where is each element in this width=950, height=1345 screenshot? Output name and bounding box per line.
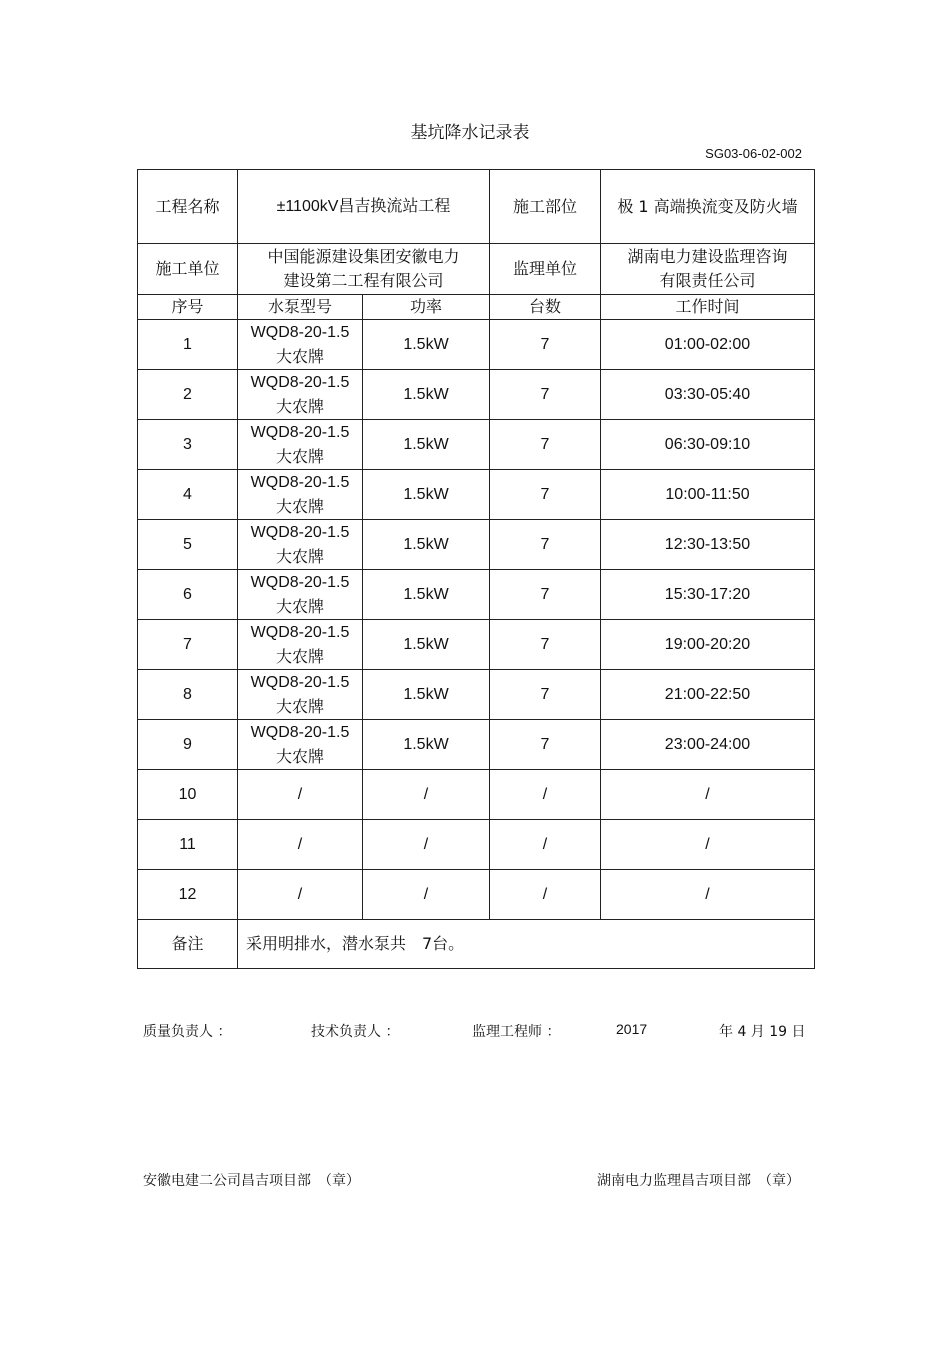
pump-power: 1.5kW (363, 670, 490, 720)
form-code: SG03-06-02-002 (705, 146, 802, 161)
table-row (138, 670, 815, 720)
project-row (138, 170, 815, 244)
work-time: 23:00-24:00 (601, 720, 815, 770)
row-number: 7 (138, 620, 238, 670)
supervisor-engineer-label: 监理工程师 ： (472, 1024, 561, 1040)
project-label: 工程名称 (138, 170, 238, 244)
pump-model (238, 720, 363, 770)
work-time: 21:00-22:50 (601, 670, 815, 720)
remarks-row (138, 920, 815, 969)
pump-model-code: WQD8-20-1.5 (250, 373, 350, 391)
row-number: 2 (138, 370, 238, 420)
table-row (138, 420, 815, 470)
sign-year: 2017 (616, 1021, 648, 1037)
pump-power: 1.5kW (363, 520, 490, 570)
row-number: 10 (138, 770, 238, 820)
builder-value (238, 244, 490, 295)
table-row (138, 320, 815, 370)
pump-count: 7 (490, 520, 601, 570)
pump-brand: 大农牌 (275, 396, 324, 416)
table-row (138, 720, 815, 770)
pump-power: 1.5kW (363, 320, 490, 370)
table-row-empty (138, 770, 815, 820)
pump-model-code: WQD8-20-1.5 (250, 473, 350, 491)
table-row (138, 620, 815, 670)
pump-power: / (363, 770, 490, 820)
work-time: 15:30-17:20 (601, 570, 815, 620)
pump-brand: 大农牌 (275, 646, 324, 666)
pump-model: / (238, 870, 363, 920)
project-value: ±1100kV昌吉换流站工程 (238, 170, 490, 244)
quality-manager-label: 质量负责人 ： (143, 1024, 232, 1040)
work-time: 03:30-05:40 (601, 370, 815, 420)
pump-model-code: WQD8-20-1.5 (250, 623, 350, 641)
pump-count: 7 (490, 370, 601, 420)
row-number: 11 (138, 820, 238, 870)
pump-model (238, 570, 363, 620)
pump-power: 1.5kW (363, 470, 490, 520)
column-header-no: 序号 (138, 295, 238, 320)
table-row-empty (138, 820, 815, 870)
pump-count: 7 (490, 620, 601, 670)
contractor-stamp: 安徽电建二公司昌吉项目部 （章） (143, 1173, 360, 1189)
pump-count: 7 (490, 470, 601, 520)
pump-model (238, 320, 363, 370)
part-label: 施工部位 (490, 170, 601, 244)
pump-model (238, 620, 363, 670)
pump-model: / (238, 820, 363, 870)
pump-model (238, 670, 363, 720)
table-row (138, 520, 815, 570)
column-header-count: 台数 (490, 295, 601, 320)
pump-brand: 大农牌 (275, 346, 324, 366)
work-time: / (601, 770, 815, 820)
table-row (138, 370, 815, 420)
supervisor-value-line1: 湖南电力建设监理咨询 (627, 247, 788, 266)
pump-power: 1.5kW (363, 370, 490, 420)
column-header-time: 工作时间 (601, 295, 815, 320)
pump-brand: 大农牌 (275, 746, 324, 766)
row-number: 5 (138, 520, 238, 570)
pump-model (238, 520, 363, 570)
work-time: 10:00-11:50 (601, 470, 815, 520)
pump-model-code: WQD8-20-1.5 (250, 523, 350, 541)
work-time: 01:00-02:00 (601, 320, 815, 370)
row-number: 9 (138, 720, 238, 770)
column-header-row (138, 295, 815, 320)
supervisor-value-line2: 有限责任公司 (659, 271, 756, 290)
pump-model (238, 470, 363, 520)
builder-value-line1: 中国能源建设集团安徽电力 (267, 247, 460, 266)
pump-model: / (238, 770, 363, 820)
pump-power: 1.5kW (363, 720, 490, 770)
row-number: 8 (138, 670, 238, 720)
dewatering-record-table (137, 169, 815, 969)
document-title: 基坑降水记录表 (410, 123, 530, 143)
unit-row (138, 244, 815, 295)
pump-brand: 大农牌 (275, 696, 324, 716)
table-row-empty (138, 870, 815, 920)
pump-brand: 大农牌 (275, 446, 324, 466)
builder-value-line2: 建设第二工程有限公司 (283, 271, 444, 290)
pump-brand: 大农牌 (275, 546, 324, 566)
pump-count: 7 (490, 570, 601, 620)
pump-model (238, 370, 363, 420)
work-time: / (601, 820, 815, 870)
pump-model-code: WQD8-20-1.5 (250, 423, 350, 441)
column-header-model: 水泵型号 (238, 295, 363, 320)
remarks-text: 采用明排水，潜水泵共 7台。 (238, 920, 815, 969)
pump-brand: 大农牌 (275, 596, 324, 616)
builder-label: 施工单位 (138, 244, 238, 295)
pump-power: / (363, 820, 490, 870)
work-time: 19:00-20:20 (601, 620, 815, 670)
row-number: 6 (138, 570, 238, 620)
pump-power: 1.5kW (363, 570, 490, 620)
pump-count: 7 (490, 720, 601, 770)
technical-manager-label: 技术负责人 ： (311, 1024, 400, 1040)
supervisor-label: 监理单位 (490, 244, 601, 295)
pump-power: 1.5kW (363, 620, 490, 670)
pump-power: / (363, 870, 490, 920)
pump-count: 7 (490, 670, 601, 720)
supervisor-value (601, 244, 815, 295)
pump-model-code: WQD8-20-1.5 (250, 673, 350, 691)
pump-model-code: WQD8-20-1.5 (250, 573, 350, 591)
table-row (138, 470, 815, 520)
supervisor-stamp: 湖南电力监理昌吉项目部 （章） (597, 1173, 800, 1189)
part-value: 极 1 高端换流变及防火墙 (601, 170, 815, 244)
work-time: 12:30-13:50 (601, 520, 815, 570)
table-row (138, 570, 815, 620)
pump-model (238, 420, 363, 470)
row-number: 4 (138, 470, 238, 520)
remarks-label: 备注 (138, 920, 238, 969)
pump-count: / (490, 820, 601, 870)
pump-count: / (490, 870, 601, 920)
sign-month-day: 年 4 月 19 日 (719, 1024, 806, 1040)
pump-count: / (490, 770, 601, 820)
work-time: / (601, 870, 815, 920)
pump-count: 7 (490, 420, 601, 470)
row-number: 1 (138, 320, 238, 370)
pump-power: 1.5kW (363, 420, 490, 470)
pump-brand: 大农牌 (275, 496, 324, 516)
column-header-power: 功率 (363, 295, 490, 320)
row-number: 3 (138, 420, 238, 470)
work-time: 06:30-09:10 (601, 420, 815, 470)
pump-model-code: WQD8-20-1.5 (250, 723, 350, 741)
row-number: 12 (138, 870, 238, 920)
pump-count: 7 (490, 320, 601, 370)
pump-model-code: WQD8-20-1.5 (250, 323, 350, 341)
